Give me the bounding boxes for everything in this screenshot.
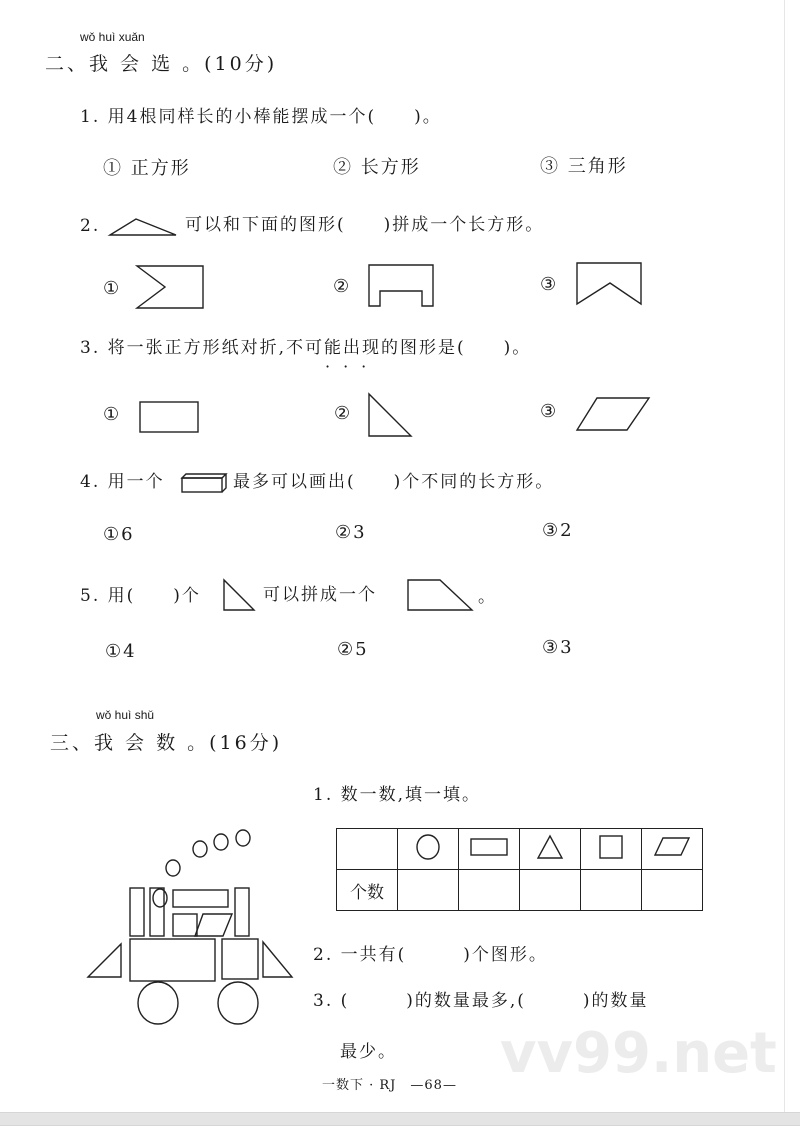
- table-row-label: 个数: [337, 870, 398, 911]
- table-count-row: [337, 870, 703, 911]
- parallelogram-icon: [653, 835, 691, 859]
- q5-option-3: ③3: [542, 637, 574, 658]
- v-notch-rectangle-shape: [575, 261, 645, 307]
- window-parallelogram: [195, 914, 232, 936]
- smoke-circle: [236, 830, 250, 846]
- q4-option-1: ①6: [103, 524, 135, 545]
- count-input-square[interactable]: [581, 870, 642, 911]
- right-triangle-shape: [367, 392, 415, 438]
- section3-pinyin: wǒ huì shǔ: [96, 708, 155, 722]
- question-5-prefix: 5. 用( )个: [80, 586, 201, 606]
- section3-question-3: 3. ( )的数量最多,( )的数量: [313, 991, 649, 1011]
- chimney-rectangle: [150, 888, 164, 936]
- smoke-circle: [153, 889, 167, 907]
- count-input-triangle[interactable]: [520, 870, 581, 911]
- right-triangle-icon: [222, 578, 256, 612]
- square-icon: [597, 833, 625, 861]
- count-input-circle[interactable]: [398, 870, 459, 911]
- u-shape: [367, 263, 437, 309]
- triangle-icon: [535, 833, 565, 861]
- chimney-rectangle: [130, 888, 144, 936]
- smoke-circle: [193, 841, 207, 857]
- watermark: vv99.net: [500, 1021, 777, 1086]
- question-2-number: 2.: [80, 216, 101, 236]
- count-input-rectangle[interactable]: [459, 870, 520, 911]
- circle-icon: [414, 833, 442, 861]
- wheel-circle: [138, 982, 178, 1024]
- rectangle-icon: [469, 835, 509, 859]
- table-header-triangle: [520, 829, 581, 870]
- section2-heading: 二、我 会 选 。(10分): [45, 53, 278, 75]
- q2-option-1: ①: [103, 278, 122, 299]
- section3-question-2: 2. 一共有( )个图形。: [313, 945, 548, 965]
- question-5-mid: 可以拼成一个: [263, 585, 377, 605]
- section3-question-1: 1. 数一数,填一填。: [313, 785, 482, 805]
- q3-option-1: ①: [103, 404, 122, 425]
- question-1: 1. 用4根同样长的小棒能摆成一个( )。: [80, 107, 442, 127]
- trapezoid-icon: [406, 578, 474, 612]
- q5-option-1: ①4: [105, 641, 137, 662]
- body-rectangle: [130, 939, 215, 981]
- cuboid-icon: [180, 472, 228, 494]
- question-2: 可以和下面的图形( )拼成一个长方形。: [185, 215, 545, 235]
- q4-option-3: ③2: [542, 520, 574, 541]
- q2-option-2: ②: [333, 276, 352, 297]
- page-footer: 一数下 · RJ —68—: [322, 1078, 457, 1093]
- left-triangle: [88, 944, 121, 977]
- emphasis-dots: ···: [325, 357, 380, 376]
- table-corner-cell: [337, 829, 398, 870]
- smoke-circle: [166, 860, 180, 876]
- table-header-parallelogram: [642, 829, 703, 870]
- wheel-circle: [218, 982, 258, 1024]
- count-table: [336, 828, 703, 911]
- rectangle-shape: [138, 400, 200, 434]
- question-4: 最多可以画出( )个不同的长方形。: [233, 472, 555, 492]
- question-3: 3. 将一张正方形纸对折,不可能出现的图形是( )。: [80, 338, 532, 358]
- q1-option-2: ② 长方形: [333, 157, 421, 178]
- notched-rectangle-shape: [135, 264, 207, 310]
- question-5-end: 。: [478, 587, 497, 607]
- roof-rectangle: [173, 890, 228, 907]
- question-4-prefix: 4. 用一个: [80, 472, 165, 492]
- body-square: [222, 939, 258, 979]
- section3-question-3-cont: 最少。: [340, 1042, 397, 1062]
- smoke-circle: [214, 834, 228, 850]
- q1-option-3: ③ 三角形: [540, 156, 628, 177]
- q3-option-3: ③: [540, 401, 559, 422]
- table-header-row: [337, 829, 703, 870]
- table-header-rectangle: [459, 829, 520, 870]
- table-header-circle: [398, 829, 459, 870]
- right-triangle: [263, 942, 292, 977]
- q4-option-2: ②3: [335, 522, 367, 543]
- obtuse-triangle-icon: [108, 217, 178, 237]
- shape-train-figure: [85, 825, 297, 1025]
- table-header-square: [581, 829, 642, 870]
- section3-heading: 三、我 会 数 。(16分): [50, 732, 283, 754]
- q3-option-2: ②: [334, 403, 353, 424]
- parallelogram-shape: [575, 396, 651, 432]
- q2-option-3: ③: [540, 274, 559, 295]
- q5-option-2: ②5: [337, 639, 369, 660]
- page-separator: [0, 1112, 800, 1126]
- q1-option-1: ① 正方形: [103, 158, 191, 179]
- tall-rectangle: [235, 888, 249, 936]
- page-edge: [784, 0, 785, 1112]
- window-square: [173, 914, 197, 936]
- count-input-parallelogram[interactable]: [642, 870, 703, 911]
- section2-pinyin: wǒ huì xuǎn: [80, 30, 145, 44]
